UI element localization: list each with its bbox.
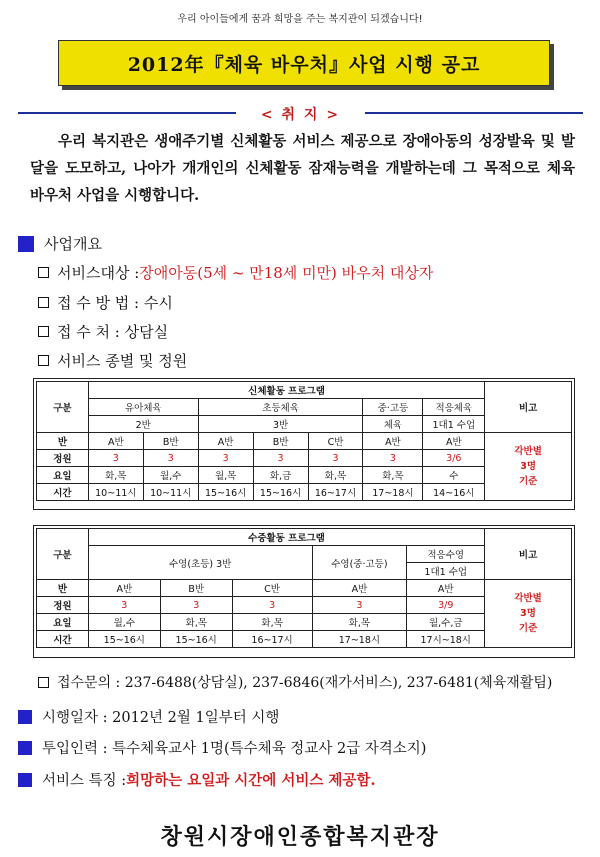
class-cell: A반 (423, 433, 485, 450)
program-sub: 1대1 수업 (423, 416, 485, 433)
capacity-cell: 3/6 (423, 450, 485, 467)
program-header: 중·고등 (363, 399, 423, 416)
days-cell: 월,수,금 (407, 614, 485, 631)
target-value: 장애아동(5세 ~ 만18세 미만) 바우처 대상자 (139, 264, 434, 282)
item-types (38, 350, 187, 371)
time-cell: 15~16시 (253, 484, 308, 501)
purpose-divider (18, 104, 583, 122)
time-cell: 15~16시 (88, 631, 160, 648)
class-cell: A반 (88, 433, 143, 450)
bigo-header: 비고 (485, 529, 572, 580)
physical-program-table (36, 381, 572, 501)
blue-square-bullet-icon (18, 710, 32, 724)
class-cell: A반 (363, 433, 423, 450)
bigo-header: 비고 (485, 382, 572, 433)
days-cell: 화,목 (232, 614, 312, 631)
time-cell: 16~17시 (232, 631, 312, 648)
days-cell: 수 (423, 467, 485, 484)
feature-label: 서비스 특징 : (42, 773, 127, 789)
row-label: 요일 (37, 614, 89, 631)
note-cell (485, 580, 572, 648)
capacity-cell: 3 (312, 597, 407, 614)
row-label: 시간 (37, 484, 89, 501)
note-cell (485, 433, 572, 501)
contact-line (38, 672, 552, 692)
class-cell: C반 (308, 433, 363, 450)
tagline: 우리 아이들에게 꿈과 희망을 주는 복지관이 되겠습니다! (177, 14, 423, 25)
time-cell: 17~18시 (312, 631, 407, 648)
item-place (38, 321, 168, 342)
blue-square-bullet-icon (18, 236, 34, 252)
program-sub: 1대1 수업 (407, 563, 485, 580)
staff-text: 투입인력 : 특수체육교사 1명(특수체육 정교사 2급 자격소지) (42, 741, 427, 757)
target-label: 서비스대상 : (57, 264, 140, 282)
time-cell: 15~16시 (198, 484, 253, 501)
note-line: 각반별 (514, 446, 542, 457)
program-header: 초등체육 (198, 399, 363, 416)
checkbox-icon (38, 267, 49, 278)
capacity-cell: 3 (308, 450, 363, 467)
program-header: 유아체육 (88, 399, 198, 416)
class-cell: B반 (253, 433, 308, 450)
time-cell: 15~16시 (160, 631, 232, 648)
class-cell: A반 (407, 580, 485, 597)
capacity-cell: 3 (363, 450, 423, 467)
row-label: 정원 (37, 450, 89, 467)
purpose-text (30, 128, 575, 209)
class-cell: B반 (160, 580, 232, 597)
aquatic-program-table (36, 528, 572, 648)
program-header: 수영(중·고등) (312, 546, 407, 580)
row-label: 반 (37, 433, 89, 450)
time-cell: 17~18시 (363, 484, 423, 501)
blue-square-bullet-icon (18, 773, 32, 787)
days-cell: 화,목 (363, 467, 423, 484)
divider-right (365, 112, 583, 114)
checkbox-icon (38, 326, 49, 337)
time-cell: 10~11시 (143, 484, 198, 501)
days-cell: 월,목 (198, 467, 253, 484)
gubun-header: 구분 (37, 382, 89, 433)
time-cell: 14~16시 (423, 484, 485, 501)
capacity-cell: 3 (232, 597, 312, 614)
class-cell: C반 (232, 580, 312, 597)
days-cell: 화,목 (160, 614, 232, 631)
time-cell: 16~17시 (308, 484, 363, 501)
group-header: 수중활동 프로그램 (88, 529, 484, 546)
program-header: 적응수영 (407, 546, 485, 563)
gubun-header: 구분 (37, 529, 89, 580)
class-cell: A반 (312, 580, 407, 597)
section-overview-title: 사업개요 (44, 235, 102, 253)
days-cell: 화,목 (88, 467, 143, 484)
types-text: 서비스 종별 및 정원 (57, 352, 188, 370)
days-cell: 화,목 (312, 614, 407, 631)
item-method (38, 292, 173, 313)
days-cell: 월,수 (88, 614, 160, 631)
row-label: 정원 (37, 597, 89, 614)
note-line: 기준 (518, 623, 538, 634)
capacity-cell: 3 (198, 450, 253, 467)
contact-text: 접수문의 : 237-6488(상담실), 237-6846(재가서비스), 237-6481(체육재활팀) (57, 675, 553, 691)
blue-square-bullet-icon (18, 741, 32, 755)
days-cell: 화,목 (308, 467, 363, 484)
capacity-cell: 3 (88, 450, 143, 467)
capacity-cell: 3 (88, 597, 160, 614)
program-sub: 2반 (88, 416, 198, 433)
section-staff (18, 737, 426, 758)
place-text: 접 수 처 : 상담실 (57, 323, 169, 341)
group-header: 신체활동 프로그램 (88, 382, 484, 399)
program-sub: 3반 (198, 416, 363, 433)
program-header: 적응체육 (423, 399, 485, 416)
item-target (38, 262, 433, 283)
capacity-cell: 3 (160, 597, 232, 614)
checkbox-icon (38, 297, 49, 308)
capacity-cell: 3 (253, 450, 308, 467)
method-text: 접 수 방 법 : 수시 (57, 294, 173, 312)
section-overview (18, 233, 102, 254)
class-cell: A반 (198, 433, 253, 450)
note-line: 각반별 (514, 593, 542, 604)
days-cell: 월,수 (143, 467, 198, 484)
organization-signature: 창원시장애인종합복지관장 (160, 824, 440, 850)
time-cell: 10~11시 (88, 484, 143, 501)
note-line: 기준 (518, 476, 538, 487)
page-title: 2012年『체육 바우처』사업 시행 공고 (58, 40, 550, 86)
program-header: 수영(초등) 3반 (88, 546, 312, 580)
days-cell: 화,금 (253, 467, 308, 484)
checkbox-icon (38, 677, 49, 688)
row-label: 반 (37, 580, 89, 597)
row-label: 요일 (37, 467, 89, 484)
purpose-label: < 취 지 > (260, 107, 341, 123)
purpose-body: 우리 복지관은 생애주기별 신체활동 서비스 제공으로 장애아동의 성장발육 및 발달을 도모하고, 나아가 개개인의 신체활동 잠재능력을 개발하는데 그 목적으로 체육 바우처 사업을 시행합니다. (30, 133, 575, 204)
checkbox-icon (38, 355, 49, 366)
note-line: 3명 (520, 461, 537, 472)
capacity-cell: 3 (143, 450, 198, 467)
program-sub: 체육 (363, 416, 423, 433)
class-cell: A반 (88, 580, 160, 597)
section-feature (18, 769, 376, 790)
section-start (18, 706, 279, 727)
feature-value: 희망하는 요일과 시간에 서비스 제공함. (126, 772, 376, 789)
start-text: 시행일자 : 2012년 2월 1일부터 시행 (42, 710, 280, 726)
note-line: 3명 (520, 608, 536, 619)
row-label: 시간 (37, 631, 89, 648)
capacity-cell: 3/9 (407, 597, 485, 614)
time-cell: 17시~18시 (407, 631, 485, 648)
class-cell: B반 (143, 433, 198, 450)
